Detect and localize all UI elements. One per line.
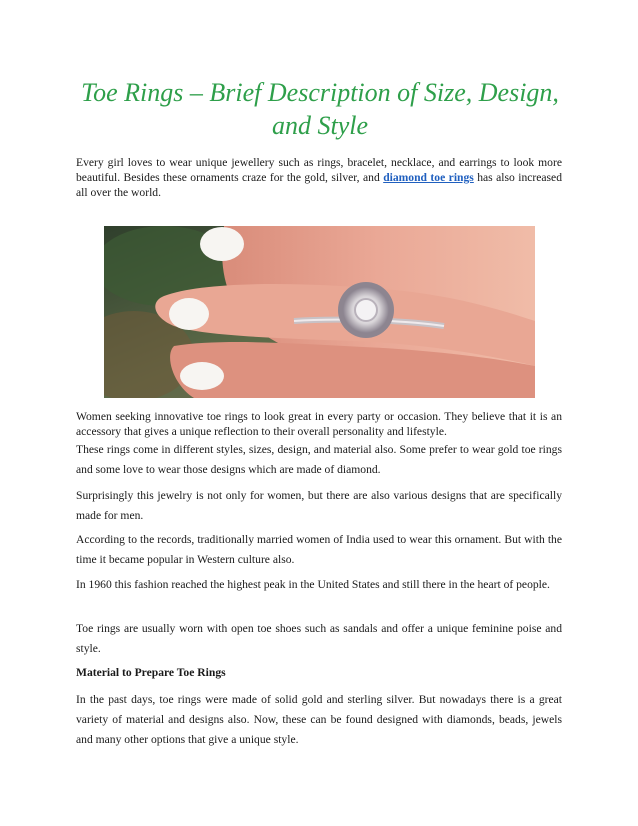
section-paragraph: In the past days, toe rings were made of solid gold and sterling silver. But nowadays there is a great variety of material and designs also. Now, these can be found designed with diamonds, beads, jewels and many other options that give a unique style. (76, 693, 562, 746)
paragraph-2: These rings come in different styles, sizes, design, and material also. Some prefer to wear gold toe rings and some love to wear those designs which are made of diamond. (76, 443, 562, 476)
intro-text-end: has also increased all over the world. (76, 171, 562, 199)
diamond-toe-rings-link[interactable]: diamond toe rings (383, 171, 474, 184)
paragraph-3: Surprisingly this jewelry is not only for women, but there are also various designs that are specifically made for men. (76, 489, 562, 522)
intro-text-start: Every girl loves to wear unique jewellery such as rings, bracelet, necklace, and earrings to look more beautiful. Besides these ornaments craze for the gold, silver, and (76, 156, 562, 184)
paragraph-6: Toe rings are usually worn with open toe shoes such as sandals and offer a unique feminine poise and style. (76, 622, 562, 655)
nail-shape-2 (169, 298, 209, 330)
paragraph-5: In 1960 this fashion reached the highest peak in the United States and still there in the heart of people. (76, 578, 550, 591)
toe-ring-illustration (104, 226, 535, 398)
document-title: Toe Rings – Brief Description of Size, Design, and Style (81, 78, 559, 140)
nail-shape-1 (200, 227, 244, 261)
paragraph-1: Women seeking innovative toe rings to look great in every party or occasion. They believe that it is an accessory that gives a unique reflection to their overall personality and lifestyle. (76, 410, 562, 438)
section-heading: Material to Prepare Toe Rings (76, 666, 226, 679)
toe-ring-photo (104, 226, 535, 398)
intro-paragraph (76, 155, 562, 200)
nail-shape-3 (180, 362, 224, 390)
paragraph-4: According to the records, traditionally married women of India used to wear this ornament. But with the time it became popular in Western culture also. (76, 533, 562, 566)
